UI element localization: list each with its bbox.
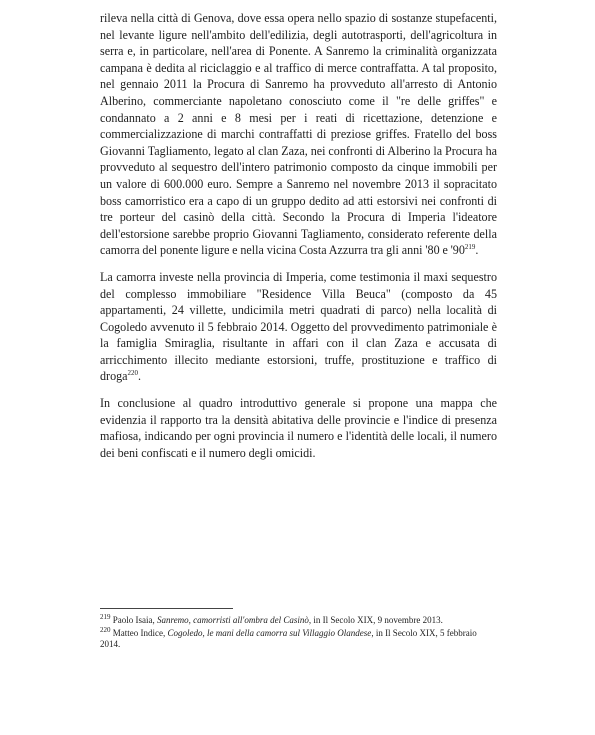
footnote-ref-219: 219 (464, 243, 476, 252)
footnote-title: Sanremo, camorristi all'ombra del Casinò (157, 615, 309, 625)
footnote-author: Matteo Indice, (112, 627, 168, 638)
footnotes (100, 608, 497, 652)
footnote-separator (100, 608, 233, 609)
footnote-219 (100, 615, 497, 627)
paragraph-end: . (475, 243, 479, 258)
footnote-number: 220 (100, 625, 111, 634)
footnote-number: 219 (100, 613, 111, 621)
footnote-title: Cogoledo, le mani della camorra sul Villaggio Olandese (167, 627, 372, 638)
paragraph-end: . (138, 369, 142, 384)
footnote-220 (100, 625, 497, 651)
paragraph-conclusion (100, 395, 497, 461)
paragraph-text: La camorra investe nella provincia di Imperia, come testimonia il maxi sequestro del complesso immobiliare "Residence Villa Beuca" (composto da 45 appartamenti, 24 villette, undicimila metri quadrati di parco) nella località di Cogoledo avvenuto il 5 febbraio 2014. Oggetto del provvedimento patrimoniale è la famiglia Smiraglia, risultante in affari con il clan Zaza e accusata di arricchimento illecito mediante estorsioni, truffe, prostituzione e traffico di droga (100, 269, 497, 384)
footnote-ref-220: 220 (127, 369, 139, 378)
paragraph-genova-sanremo (100, 10, 497, 259)
footnote-source: , in Il Secolo XIX, 9 novembre 2013. (308, 615, 443, 625)
paragraph-imperia (100, 269, 497, 385)
paragraph-text: rileva nella città di Genova, dove essa opera nello spazio di sostanze stupefacenti, nel levante ligure nell'ambito dell'edilizia, degli autotrasporti, dell'agricoltura in serra e, in particolare, nell'area di Ponente. A Sanremo la criminalità organizzata campana è dedita al riciclaggio e al traffico di merce contraffatta. A tal proposito, nel gennaio 2011 la Procura di Sanremo ha provveduto all'arresto di Antonio Alberino, commerciante napoletano conosciuto come il "re delle griffes" e condannato a 2 anni e 8 mesi per i reati di ricettazione, detenzione e commercializzazione di marchi contraffatti di preziose griffes. Fratello del boss Giovanni Tagliamento, legato al clan Zaza, nei confronti di Alberino la Procura ha provveduto al sequestro dell'intero patrimonio composto da cinque immobili per un valore di 600.000 euro. Sempre a Sanremo nel novembre 2013 il sopracitato boss camorristico era a capo di un gruppo dedito ad atti estorsivi nei confronti di tre porteur del casinò della città. Secondo la Procura di Imperia l'ideatore dell'estorsione sarebbe proprio Giovanni Tagliamento, considerato referente della camorra del ponente ligure e nella vicina Costa Azzurra tra gli anni '80 e '90 (100, 11, 497, 258)
footnote-author: Paolo Isaia, (112, 615, 157, 625)
footnote-source: , in Il Secolo XIX, 5 febbraio 2014. (100, 627, 477, 649)
paragraph-text: In conclusione al quadro introduttivo generale si propone una mappa che evidenzia il rapporto tra la densità abitativa delle provincie e l'indice di presenza mafiosa, indicando per ogni provincia il numero e l'identità delle locali, il numero dei beni confiscati e il numero degli omicidi. (100, 396, 497, 460)
body-text (100, 10, 497, 471)
